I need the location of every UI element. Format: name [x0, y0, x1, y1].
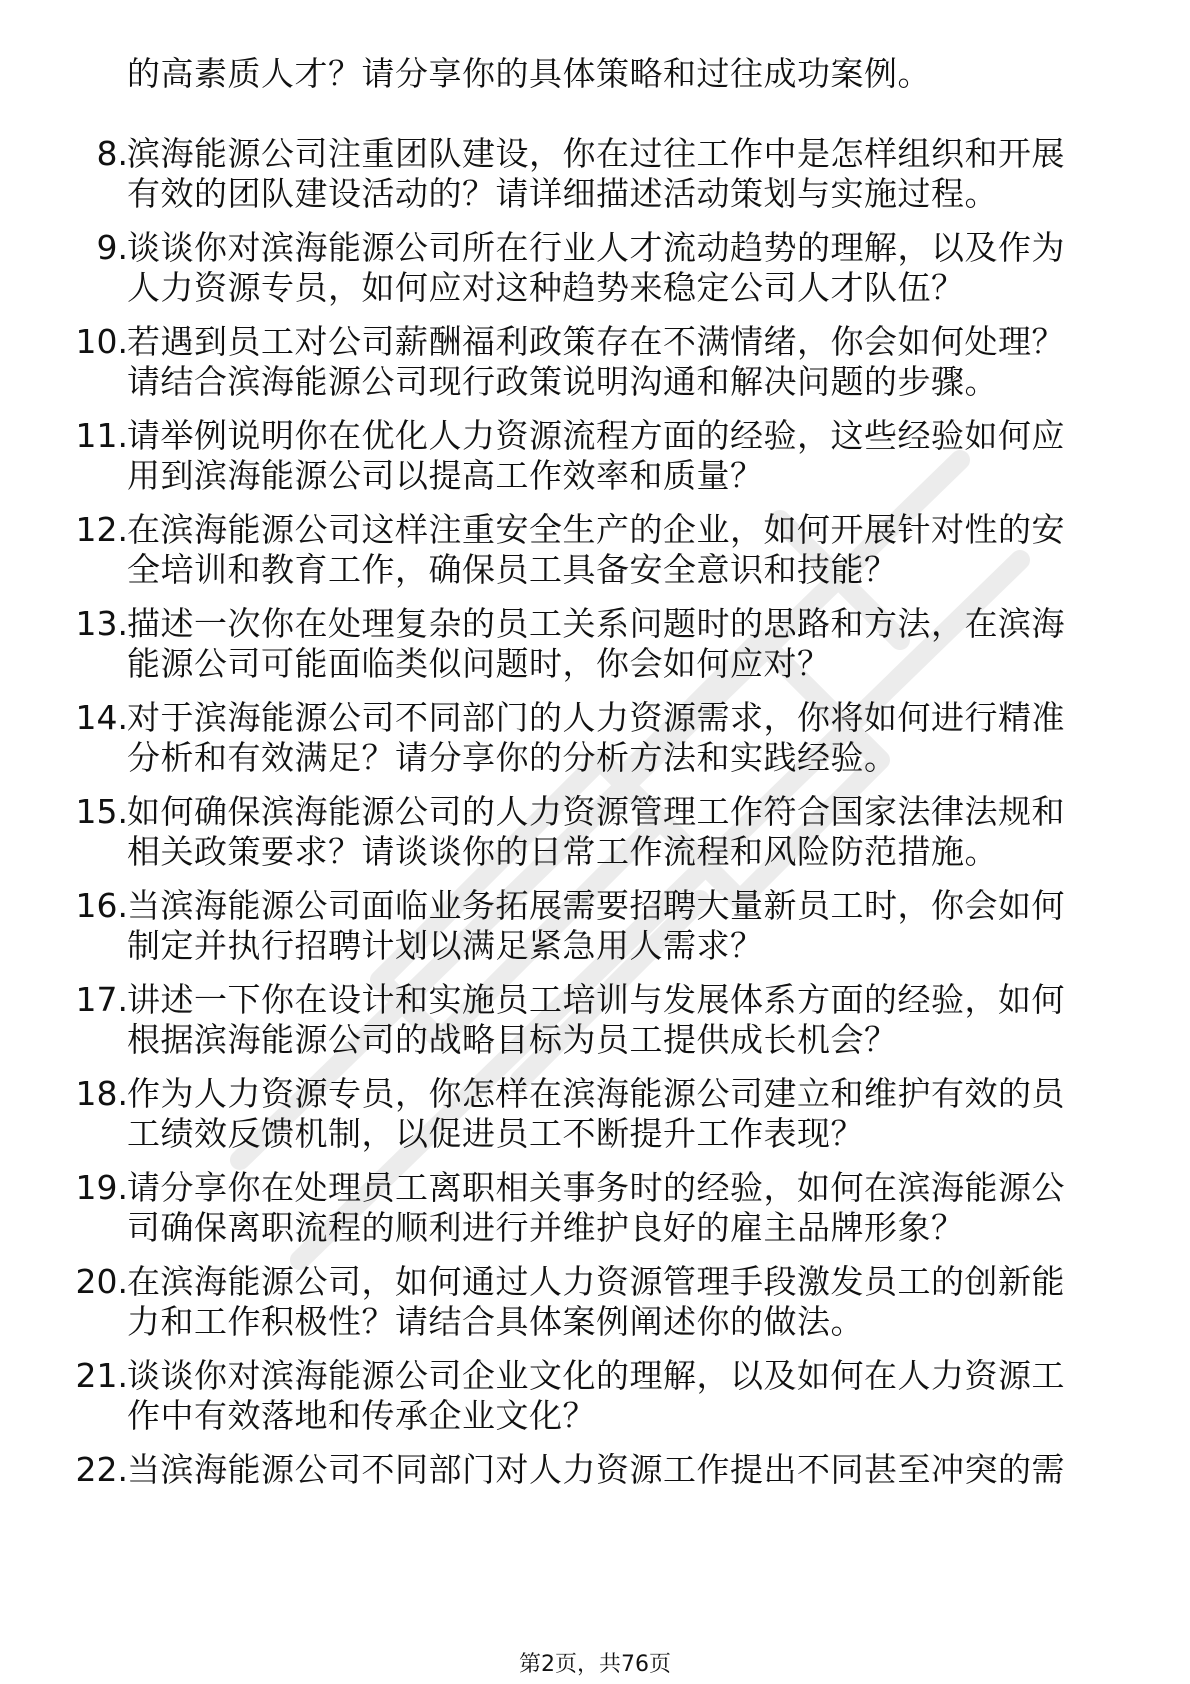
question-number: 17.	[75, 980, 128, 1019]
question-text-line: 谈谈你对滨海能源公司企业文化的理解，以及如何在人力资源工	[127, 1356, 1065, 1395]
question-number: 11.	[75, 416, 128, 455]
question-text-line: 力和工作积极性？请结合具体案例阐述你的做法。	[127, 1302, 864, 1341]
question-text-line: 司确保离职流程的顺利进行并维护良好的雇主品牌形象？	[127, 1208, 965, 1247]
question-text-line: 谈谈你对滨海能源公司所在行业人才流动趋势的理解，以及作为	[127, 228, 1065, 267]
question-text-line: 作中有效落地和传承企业文化？	[127, 1396, 596, 1435]
question-text-line: 请举例说明你在优化人力资源流程方面的经验，这些经验如何应	[127, 416, 1065, 455]
question-text-line: 工绩效反馈机制，以促进员工不断提升工作表现？	[127, 1114, 864, 1153]
question-text-line: 分析和有效满足？请分享你的分析方法和实践经验。	[127, 738, 898, 777]
question-number: 14.	[75, 698, 128, 737]
question-text-line: 当滨海能源公司不同部门对人力资源工作提出不同甚至冲突的需	[127, 1450, 1065, 1489]
question-text-line: 滨海能源公司注重团队建设，你在过往工作中是怎样组织和开展	[127, 134, 1065, 173]
question-number: 15.	[75, 792, 128, 831]
question-number: 18.	[75, 1074, 128, 1113]
question-text-line: 讲述一下你在设计和实施员工培训与发展体系方面的经验，如何	[127, 980, 1065, 1019]
question-text-line: 在滨海能源公司这样注重安全生产的企业，如何开展针对性的安	[127, 510, 1065, 549]
question-text-line: 能源公司可能面临类似问题时，你会如何应对？	[127, 644, 831, 683]
question-number: 16.	[75, 886, 128, 925]
continuation-text: 的高素质人才？请分享你的具体策略和过往成功案例。	[127, 54, 931, 93]
question-text-line: 用到滨海能源公司以提高工作效率和质量？	[127, 456, 764, 495]
question-text-line: 人力资源专员，如何应对这种趋势来稳定公司人才队伍？	[127, 268, 965, 307]
question-number: 22.	[75, 1450, 128, 1489]
question-text-line: 对于滨海能源公司不同部门的人力资源需求，你将如何进行精准	[127, 698, 1065, 737]
question-text-line: 在滨海能源公司，如何通过人力资源管理手段激发员工的创新能	[127, 1262, 1065, 1301]
question-text-line: 全培训和教育工作，确保员工具备安全意识和技能？	[127, 550, 898, 589]
question-text-line: 当滨海能源公司面临业务拓展需要招聘大量新员工时，你会如何	[127, 886, 1065, 925]
question-text-line: 请分享你在处理员工离职相关事务时的经验，如何在滨海能源公	[127, 1168, 1065, 1207]
question-text-line: 制定并执行招聘计划以满足紧急用人需求？	[127, 926, 764, 965]
question-number: 10.	[75, 322, 128, 361]
question-number: 13.	[75, 604, 128, 643]
question-number: 9.	[96, 228, 128, 267]
question-text-line: 相关政策要求？请谈谈你的日常工作流程和风险防范措施。	[127, 832, 998, 871]
question-number: 8.	[96, 134, 128, 173]
question-text-line: 有效的团队建设活动的？请详细描述活动策划与实施过程。	[127, 174, 998, 213]
question-number: 12.	[75, 510, 128, 549]
question-number: 20.	[75, 1262, 128, 1301]
question-text-line: 若遇到员工对公司薪酬福利政策存在不满情绪，你会如何处理？	[127, 322, 1065, 361]
question-text-line: 作为人力资源专员，你怎样在滨海能源公司建立和维护有效的员	[127, 1074, 1065, 1113]
question-text-line: 如何确保滨海能源公司的人力资源管理工作符合国家法律法规和	[127, 792, 1065, 831]
question-text-line: 请结合滨海能源公司现行政策说明沟通和解决问题的步骤。	[127, 362, 998, 401]
question-number: 21.	[75, 1356, 128, 1395]
question-number: 19.	[75, 1168, 128, 1207]
question-text-line: 描述一次你在处理复杂的员工关系问题时的思路和方法，在滨海	[127, 604, 1065, 643]
question-text-line: 根据滨海能源公司的战略目标为员工提供成长机会？	[127, 1020, 898, 1059]
page-footer: 第2页，共76页	[519, 1652, 671, 1677]
